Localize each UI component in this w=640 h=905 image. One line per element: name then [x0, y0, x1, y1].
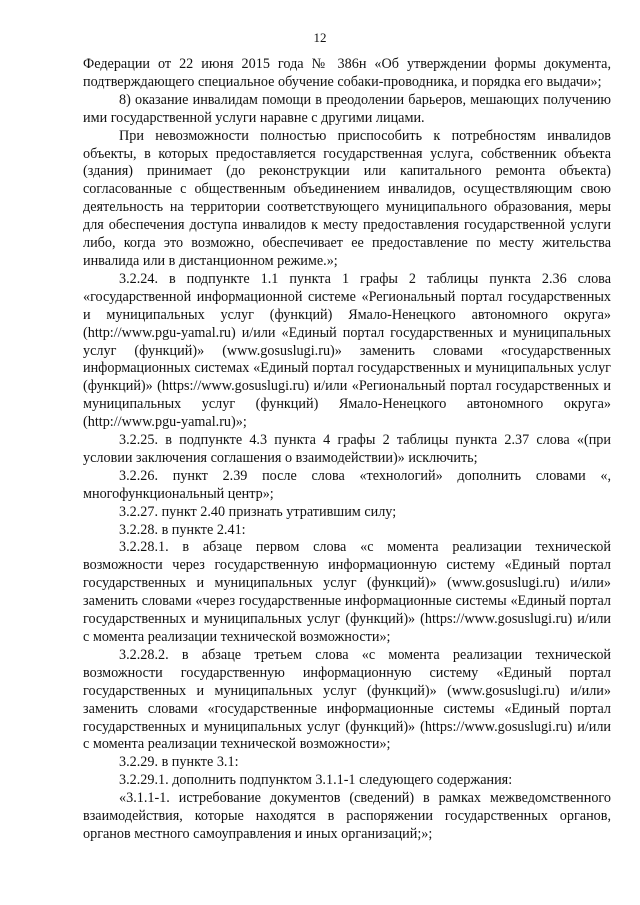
paragraph-3-2-24: 3.2.24. в подпункте 1.1 пункта 1 графы 2 таблицы пункта 2.36 слова «государственной информационной системе «Региональный портал государственных и муниципальных услуг (функций) Ямало-Ненецкого автономного округа» (http://www.pgu-yamal.ru) и/или «Единый портал государственных и муниципальных услуг (функций)» (www.gosuslugi.ru)» заменить словами «государственных информационных системах «Единый портал государственных и муниципальных услуг (функций)» (https://www.gosuslugi.ru) и/или «Региональный портал государственных и муниципальных услуг (функций) Ямало-Ненецкого автономного округа» (http://www.pgu-yamal.ru)»;: [83, 270, 611, 431]
paragraph-3-2-26: 3.2.26. пункт 2.39 после слова «технологий» дополнить словами «, многофункциональный центр»;: [83, 467, 611, 502]
paragraph-continuation: Федерации от 22 июня 2015 года № 386н «Об утверждении формы документа, подтверждающего специальное обучение собаки-проводника, и порядка его выдачи»;: [83, 56, 611, 90]
paragraph-3-2-28-1: 3.2.28.1. в абзаце первом слова «с момента реализации технической возможности через государственную информационную систему «Единый портал государственных и муниципальных услуг (функций)» (www.gosuslugi.ru) и/или» заменить словами «через государственные информационные системы «Единый портал государственных и муниципальных услуг (функций)» (https://www.gosuslugi.ru) и/или с момента реализации технической возможности»;: [83, 539, 611, 645]
paragraph-3-2-29-1: 3.2.29.1. дополнить подпунктом 3.1.1-1 следующего содержания:: [119, 772, 513, 789]
paragraph-3-2-29: 3.2.29. в пункте 3.1:: [119, 754, 239, 771]
page-number: 12: [313, 30, 327, 45]
paragraph-item-8: 8) оказание инвалидам помощи в преодолении барьеров, мешающих получению ими государственной услуги наравне с другими лицами.: [83, 91, 611, 126]
document-body: [83, 56, 611, 844]
paragraph-3-2-27: 3.2.27. пункт 2.40 признать утратившим силу;: [119, 503, 397, 520]
paragraph-accessibility: При невозможности полностью приспособить к потребностям инвалидов объекты, в которых предоставляется государственная услуга, собственник объекта (здания) принимает (до реконструкции или капитального ремонта объекта) согласованные с общественным объединением инвалидов, осуществляющим свою деятельность на территории соответствующего муниципального образования, меры для обеспечения доступа инвалидов к месту предоставления государственной услуги либо, когда это возможно, обеспечивает ее предоставление по месту жительства инвалида или в дистанционном режиме.»;: [83, 127, 611, 269]
paragraph-3-2-28-2: 3.2.28.2. в абзаце третьем слова «с момента реализации технической возможности государственную информационную систему «Единый портал государственных и муниципальных услуг (функций)» (www.gosuslugi.ru) и/или» заменить словами «государственные информационные системы «Единый портал государственных и муниципальных услуг (функций)» (https://www.gosuslugi.ru) и/или с момента реализации технической возможности»;: [83, 646, 611, 753]
paragraph-3-1-1-1: «3.1.1-1. истребование документов (сведений) в рамках межведомственного взаимодействия, которые находятся в распоряжении государственных органов, органов местного самоуправления и иных организаций;»;: [83, 790, 611, 842]
paragraph-3-2-28: 3.2.28. в пункте 2.41:: [119, 521, 246, 538]
paragraph-3-2-25: 3.2.25. в подпункте 4.3 пункта 4 графы 2 таблицы пункта 2.37 слова «(при условии заключения соглашения о взаимодействии)» исключить;: [83, 432, 611, 466]
